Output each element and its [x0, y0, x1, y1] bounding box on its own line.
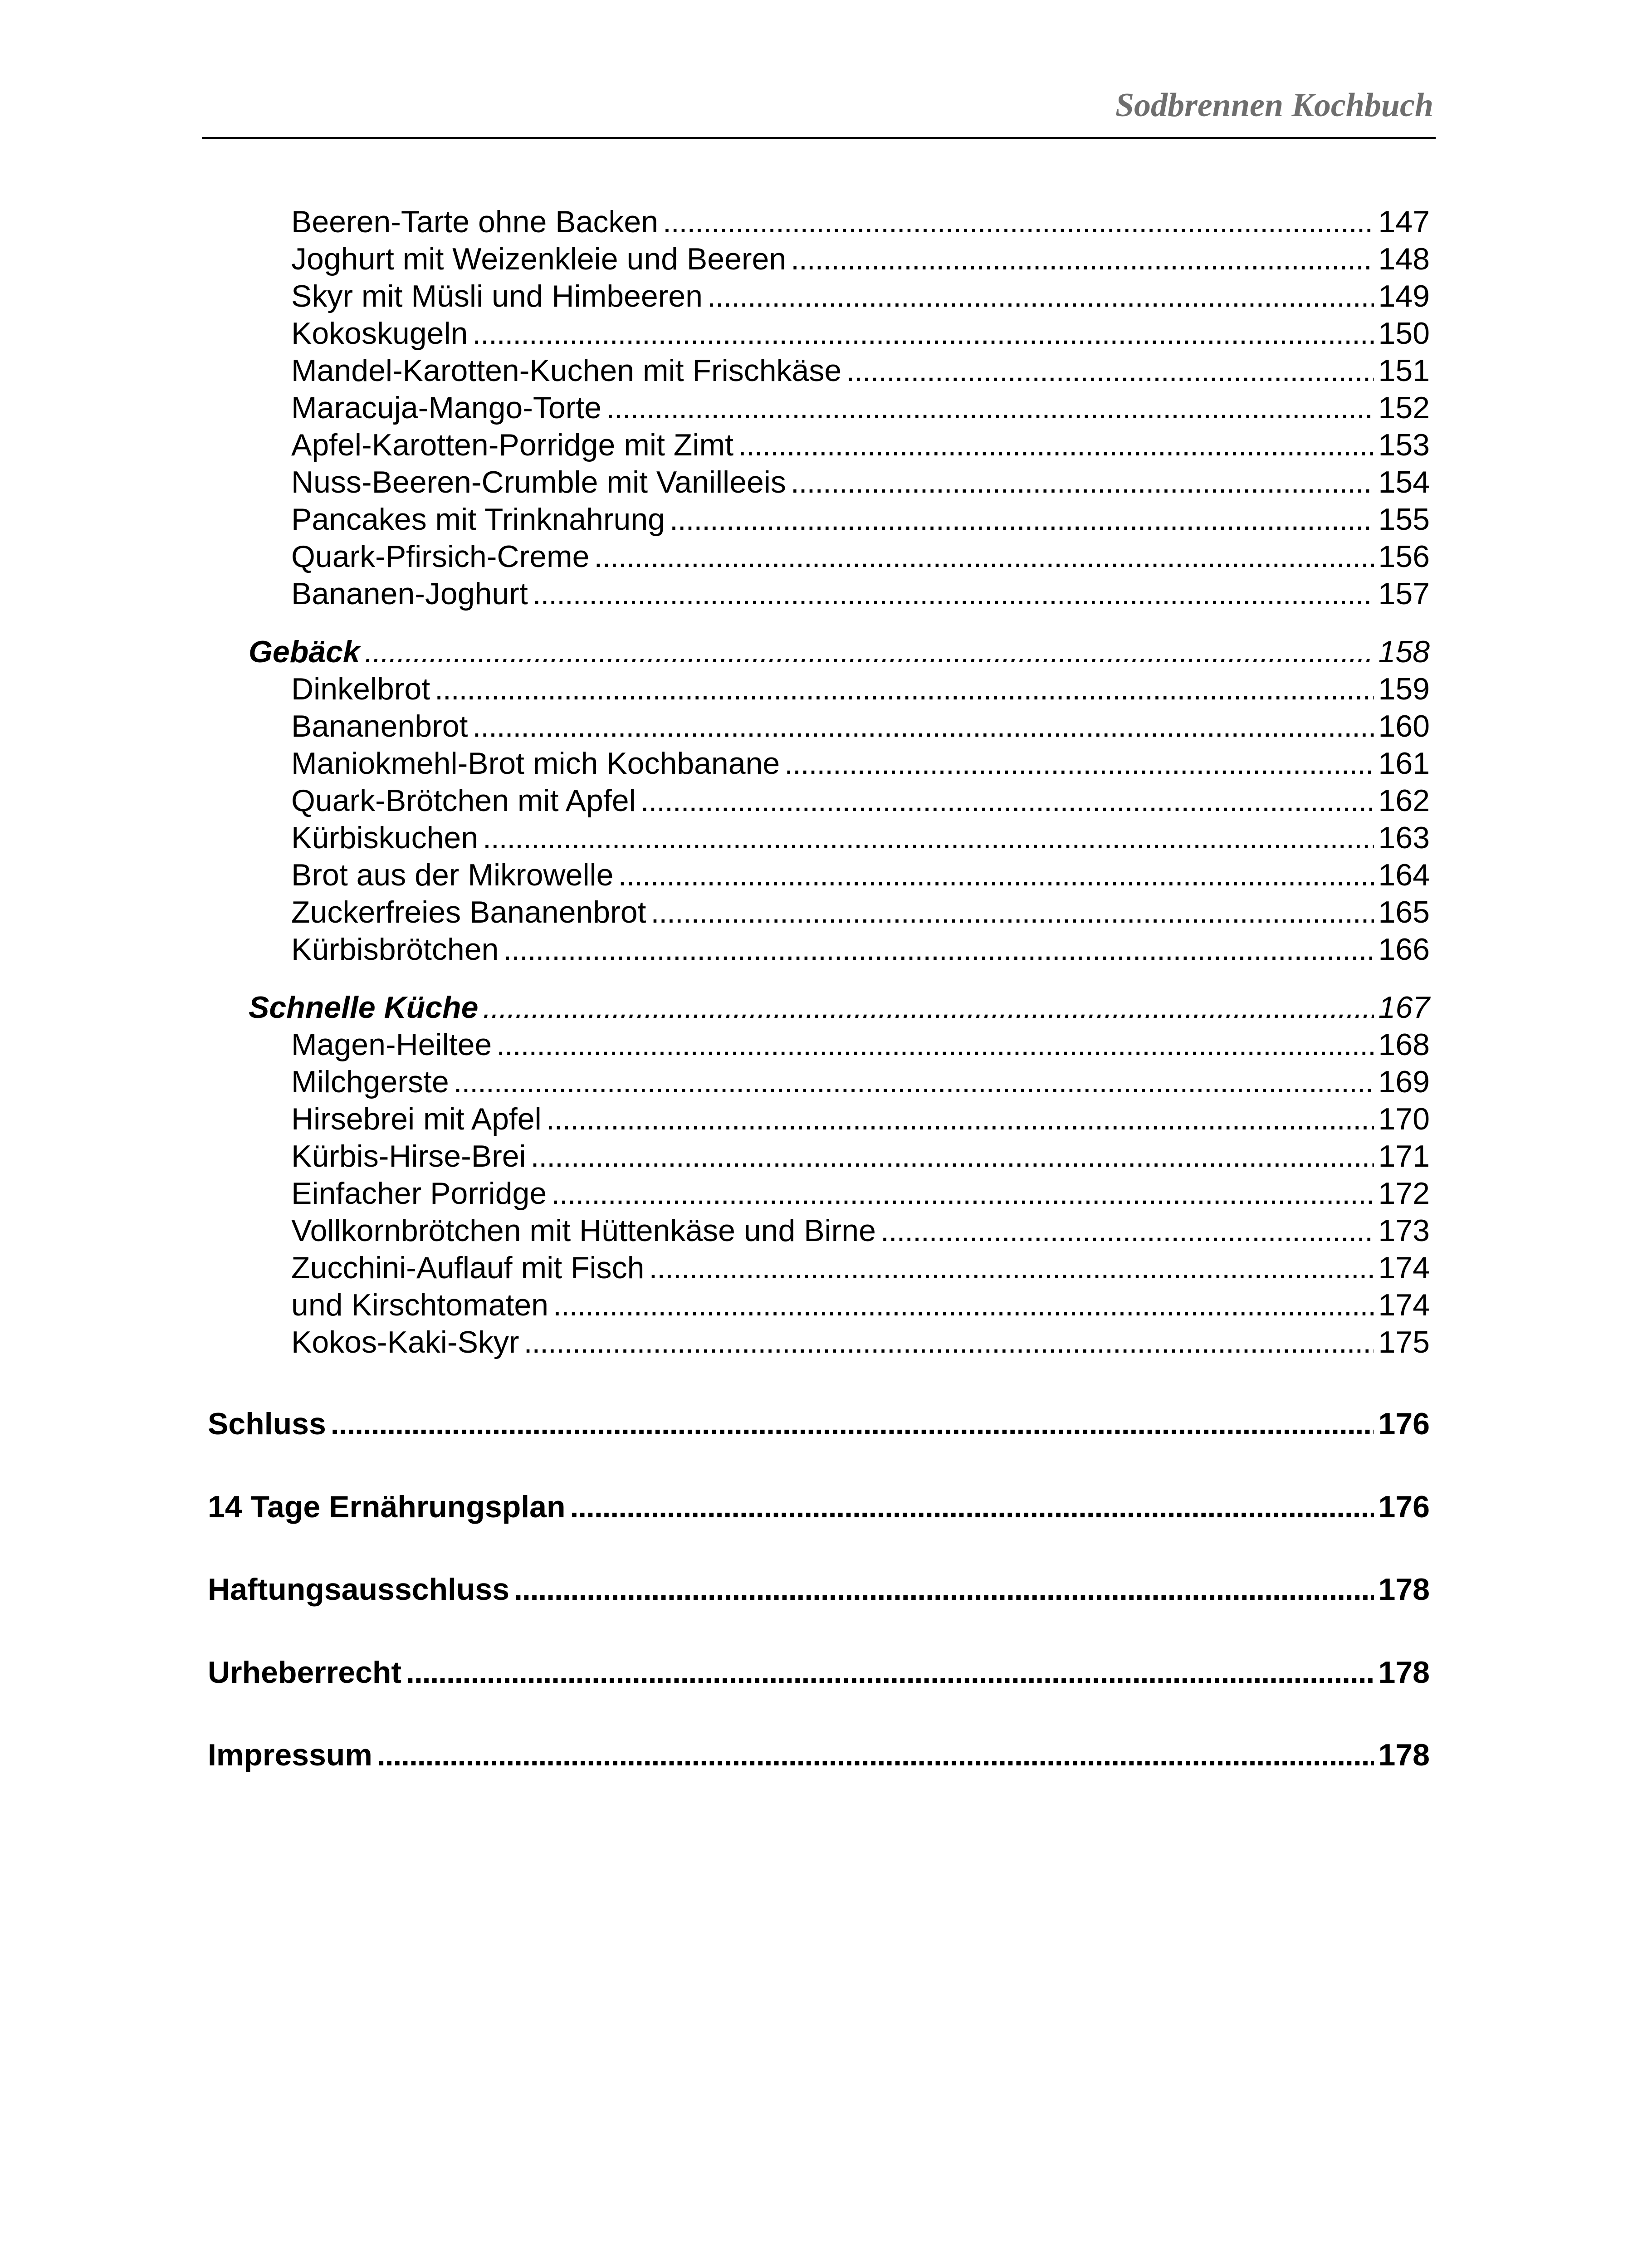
toc-section-page: 167: [1378, 990, 1430, 1025]
dot-leader: [649, 1250, 1374, 1286]
header-rule: [202, 137, 1436, 139]
toc-entry[interactable]: [291, 783, 1430, 820]
toc-entry-label: Vollkornbrötchen mit Hüttenkäse und Birne: [291, 1213, 876, 1248]
toc-entry[interactable]: [291, 1101, 1430, 1139]
toc-entry-label: Kürbiskuchen: [291, 821, 479, 855]
toc-entry-label: Pancakes mit Trinknahrung: [291, 502, 665, 537]
toc-entry-page: 154: [1378, 465, 1430, 499]
toc-entry-page: 165: [1378, 895, 1430, 929]
dot-leader: [365, 634, 1374, 670]
toc-chapter-label: 14 Tage Ernährungsplan: [208, 1490, 566, 1524]
dot-leader: [454, 1064, 1374, 1100]
dot-leader: [546, 1101, 1374, 1137]
toc-chapter-label: Impressum: [208, 1738, 372, 1772]
toc-entry-label: und Kirschtomaten: [291, 1288, 548, 1322]
toc-chapter-page: 178: [1378, 1655, 1430, 1690]
toc-entry-page: 159: [1378, 672, 1430, 706]
dot-leader: [618, 857, 1374, 893]
toc-entry-page: 153: [1378, 428, 1430, 462]
toc-entry-page: 152: [1378, 391, 1430, 425]
toc-entry-label: Zuckerfreies Bananenbrot: [291, 895, 646, 929]
toc-entry[interactable]: [291, 1287, 1430, 1325]
dot-leader: [650, 894, 1374, 930]
toc-entry-label: Milchgerste: [291, 1065, 449, 1099]
toc-entry-page: 173: [1378, 1213, 1430, 1248]
toc-entry-page: 174: [1378, 1251, 1430, 1285]
toc-entry-page: 147: [1378, 205, 1430, 239]
toc-chapter-page: 176: [1378, 1490, 1430, 1524]
toc-entry-label: Brot aus der Mikrowelle: [291, 858, 614, 892]
toc-entry-page: 163: [1378, 821, 1430, 855]
toc-entry-page: 156: [1378, 539, 1430, 574]
toc-entry-label: Quark-Brötchen mit Apfel: [291, 783, 636, 818]
toc-entry-label: Maniokmehl-Brot mich Kochbanane: [291, 746, 780, 781]
toc-entry-page: 150: [1378, 316, 1430, 351]
dot-leader: [472, 709, 1374, 744]
dot-leader: [435, 671, 1374, 707]
dot-leader: [640, 783, 1374, 818]
toc-entry-page: 164: [1378, 858, 1430, 892]
toc-entry-label: Zucchini-Auflauf mit Fisch: [291, 1251, 645, 1285]
toc-entry[interactable]: [291, 241, 1430, 279]
toc-entry-label: Joghurt mit Weizenkleie und Beeren: [291, 242, 787, 276]
dot-leader: [483, 990, 1374, 1025]
toc-entry-label: Bananenbrot: [291, 709, 468, 743]
dot-leader: [472, 316, 1374, 351]
toc-entry[interactable]: [291, 1064, 1430, 1101]
toc-entry-page: 161: [1378, 746, 1430, 781]
dot-leader: [553, 1287, 1374, 1323]
toc-chapter-label: Urheberrecht: [208, 1655, 402, 1690]
toc-entry-label: Einfacher Porridge: [291, 1176, 547, 1211]
toc-entry-page: 166: [1378, 932, 1430, 967]
dot-leader: [846, 353, 1374, 388]
toc-section-gebaeck[interactable]: [249, 634, 1430, 671]
toc-entry-label: Maracuja-Mango-Torte: [291, 391, 602, 425]
dot-leader: [670, 502, 1374, 537]
toc-chapter-haftungsausschluss[interactable]: [208, 1572, 1430, 1609]
toc-chapter-page: 176: [1378, 1407, 1430, 1441]
toc-entry-label: Hirsebrei mit Apfel: [291, 1102, 542, 1136]
toc-section-schnelle-kueche[interactable]: [249, 990, 1430, 1027]
toc-chapter-schluss[interactable]: [208, 1406, 1430, 1443]
toc-section-page: 158: [1378, 635, 1430, 669]
dot-leader: [496, 1027, 1374, 1062]
toc-chapter-label: Haftungsausschluss: [208, 1572, 510, 1607]
toc-entry-label: Nuss-Beeren-Crumble mit Vanilleeis: [291, 465, 786, 499]
toc-entry-label: Dinkelbrot: [291, 672, 430, 706]
toc-entry-label: Apfel-Karotten-Porridge mit Zimt: [291, 428, 733, 462]
dot-leader: [503, 932, 1374, 967]
toc-entry[interactable]: [291, 539, 1430, 576]
dot-leader: [406, 1655, 1374, 1690]
toc-entry[interactable]: [291, 279, 1430, 316]
dot-leader: [514, 1572, 1374, 1607]
dot-leader: [784, 746, 1374, 781]
toc-entry[interactable]: [291, 894, 1430, 932]
toc-entry[interactable]: [291, 1325, 1430, 1362]
toc-entry[interactable]: [291, 820, 1430, 857]
toc-entry-page: 155: [1378, 502, 1430, 537]
dot-leader: [331, 1406, 1374, 1442]
toc-entry-page: 172: [1378, 1176, 1430, 1211]
dot-leader: [533, 576, 1374, 611]
dot-leader: [551, 1176, 1374, 1211]
dot-leader: [531, 1139, 1374, 1174]
toc-entry[interactable]: [291, 204, 1430, 241]
toc-entry[interactable]: [291, 1176, 1430, 1213]
toc-entry-label: Kürbisbrötchen: [291, 932, 499, 967]
toc-entry-page: 148: [1378, 242, 1430, 276]
toc-entry-page: 149: [1378, 279, 1430, 313]
dot-leader: [880, 1213, 1374, 1248]
running-header-title: Sodbrennen Kochbuch: [1115, 87, 1433, 124]
dot-leader: [791, 464, 1374, 500]
toc-entry-page: 151: [1378, 353, 1430, 388]
toc-section-label: Schnelle Küche: [249, 990, 479, 1025]
toc-entry[interactable]: [291, 671, 1430, 709]
toc-entry-label: Beeren-Tarte ohne Backen: [291, 205, 658, 239]
toc-entry-page: 175: [1378, 1325, 1430, 1359]
toc-entry[interactable]: [291, 932, 1430, 969]
toc-entry[interactable]: [291, 576, 1430, 613]
toc-entry[interactable]: [291, 1250, 1430, 1287]
dot-leader: [377, 1737, 1374, 1773]
toc-entry-label: Kokos-Kaki-Skyr: [291, 1325, 519, 1359]
toc-entry[interactable]: [291, 709, 1430, 746]
dot-leader: [738, 427, 1374, 463]
dot-leader: [483, 820, 1374, 855]
dot-leader: [594, 539, 1374, 574]
toc-entry[interactable]: [291, 464, 1430, 502]
toc-entry[interactable]: [291, 1213, 1430, 1250]
toc-entry-label: Kürbis-Hirse-Brei: [291, 1139, 526, 1173]
toc-entry-page: 168: [1378, 1027, 1430, 1062]
toc-chapter-urheberrecht[interactable]: [208, 1655, 1430, 1692]
toc-entry[interactable]: [291, 316, 1430, 353]
dot-leader: [791, 241, 1374, 277]
toc-entry[interactable]: [291, 502, 1430, 539]
toc-chapter-page: 178: [1378, 1738, 1430, 1772]
toc-chapter-impressum[interactable]: [208, 1737, 1430, 1774]
dot-leader: [524, 1325, 1374, 1360]
toc-section-label: Gebäck: [249, 635, 360, 669]
toc-entry-page: 171: [1378, 1139, 1430, 1173]
dot-leader: [663, 204, 1374, 240]
toc-entry[interactable]: [291, 1139, 1430, 1176]
toc-entry-page: 157: [1378, 577, 1430, 611]
toc-entry-label: Mandel-Karotten-Kuchen mit Frischkäse: [291, 353, 842, 388]
dot-leader: [570, 1489, 1374, 1525]
toc-entry[interactable]: [291, 353, 1430, 390]
toc-chapter-ernaehrungsplan[interactable]: [208, 1489, 1430, 1526]
toc-chapter-label: Schluss: [208, 1407, 326, 1441]
toc-entry-label: Skyr mit Müsli und Himbeeren: [291, 279, 703, 313]
toc-entry[interactable]: [291, 390, 1430, 427]
toc-entry-label: Bananen-Joghurt: [291, 577, 528, 611]
toc-entry[interactable]: [291, 1027, 1430, 1064]
toc-entry-page: 169: [1378, 1065, 1430, 1099]
dot-leader: [707, 279, 1374, 314]
toc-entry-page: 170: [1378, 1102, 1430, 1136]
toc-entry[interactable]: [291, 746, 1430, 783]
toc-entry-page: 174: [1378, 1288, 1430, 1322]
toc-entry-label: Magen-Heiltee: [291, 1027, 492, 1062]
toc-entry-page: 160: [1378, 709, 1430, 743]
toc-entry[interactable]: [291, 857, 1430, 894]
toc-entry[interactable]: [291, 427, 1430, 464]
toc-entry-label: Kokoskugeln: [291, 316, 468, 351]
toc-entry-page: 162: [1378, 783, 1430, 818]
dot-leader: [606, 390, 1374, 425]
toc-entry-label: Quark-Pfirsich-Creme: [291, 539, 590, 574]
toc-chapter-page: 178: [1378, 1572, 1430, 1607]
